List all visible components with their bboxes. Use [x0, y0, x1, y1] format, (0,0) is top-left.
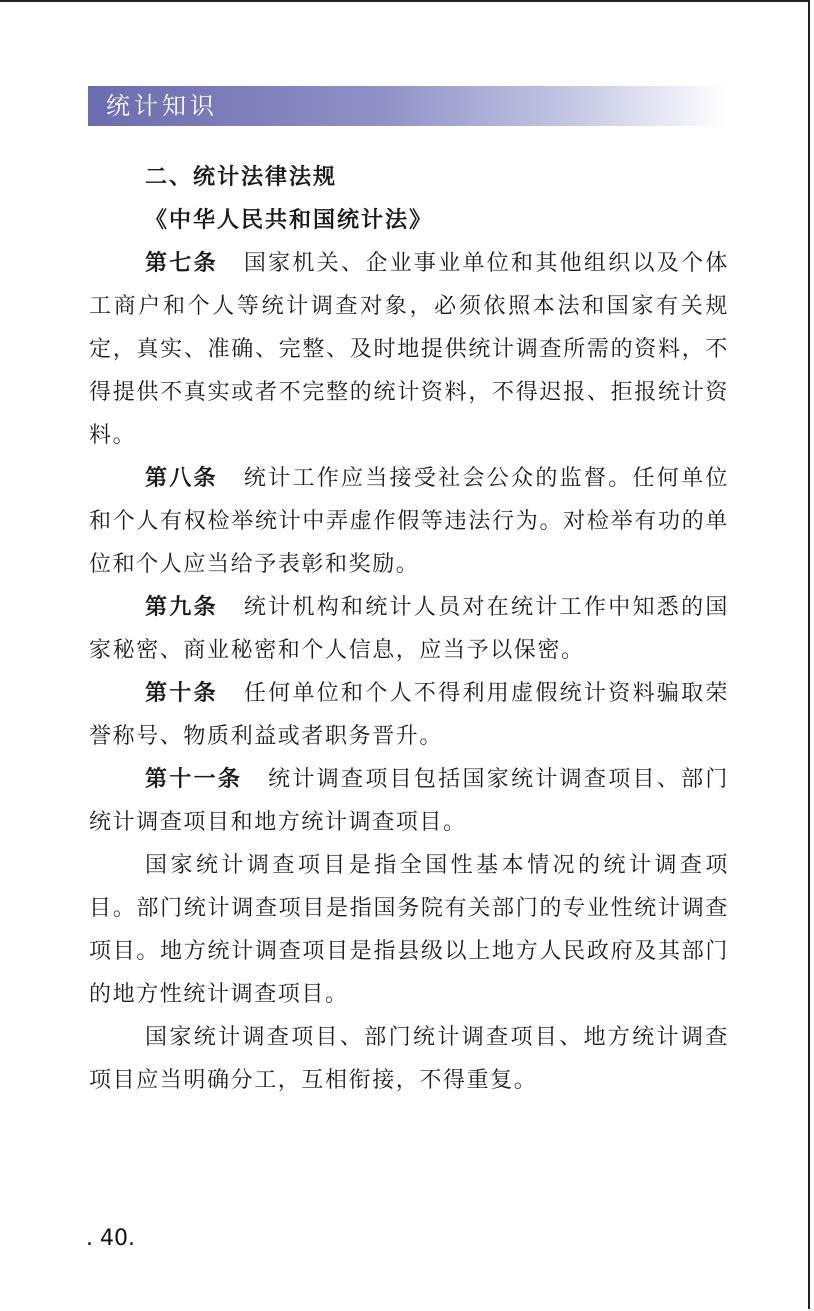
article-text: 任何单位和个人不得利用虚假统计资料骗取荣誉称号、物质利益或者职务晋升。: [89, 681, 729, 749]
section-header-band: [88, 86, 728, 126]
paragraph: 国家统计调查项目是指全国性基本情况的统计调查项目。部门统计调查项目是指国务院有关部门的专业性统计调查项目。地方统计调查项目是指县级以上地方人民政府及其部门的地方性统计调查项目。: [89, 853, 729, 1007]
article-11: [89, 758, 729, 844]
article-8: [89, 457, 729, 586]
article-number: 第九条: [145, 594, 218, 620]
paragraph: 国家统计调查项目、部门统计调查项目、地方统计调查项目应当明确分工，互相衔接，不得重复。: [89, 1025, 729, 1093]
article-number: 第七条: [145, 250, 218, 276]
article-number: 第八条: [145, 465, 218, 491]
article-7: [89, 242, 729, 457]
article-number: 第十条: [145, 680, 218, 706]
page-number: . 40.: [86, 1226, 135, 1251]
law-title: 《中华人民共和国统计法》: [145, 207, 434, 233]
article-text: 统计工作应当接受社会公众的监督。任何单位和个人有权检举统计中弄虚作假等违法行为。对检举有功的单位和个人应当给予表彰和奖励。: [89, 466, 729, 577]
article-text: 国家机关、企业事业单位和其他组织以及个体工商户和个人等统计调查对象，必须依照本法和国家有关规定，真实、准确、完整、及时地提供统计调查所需的资料，不得提供不真实或者不完整的统计资料，不得迟报、拒报统计资料。: [89, 251, 729, 448]
page-content: [89, 156, 729, 1102]
article-text: 统计调查项目包括国家统计调查项目、部门统计调查项目和地方统计调查项目。: [89, 767, 729, 835]
article-9: [89, 586, 729, 672]
chapter-heading: 二、统计法律法规: [145, 164, 338, 190]
article-10: [89, 672, 729, 758]
section-title: 统计知识: [106, 92, 218, 120]
article-number: 第十一条: [145, 766, 243, 792]
article-text: 统计机构和统计人员对在统计工作中知悉的国家秘密、商业秘密和个人信息，应当予以保密。: [89, 595, 729, 663]
